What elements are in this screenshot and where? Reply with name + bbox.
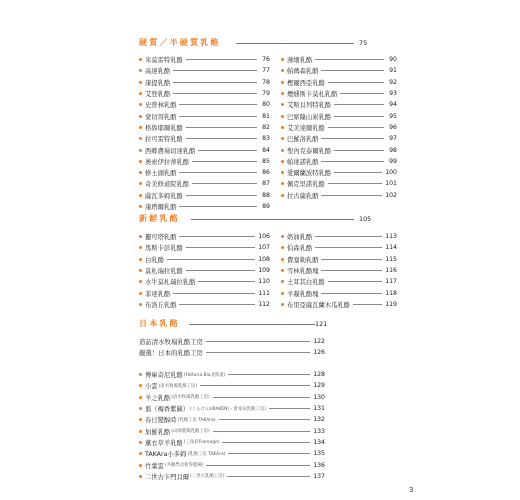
toc-column	[139, 54, 270, 212]
bullet-dot	[139, 137, 142, 140]
entry-title: 雪林乳酪塊	[287, 268, 319, 276]
entry-title: 康提乳酪	[145, 79, 171, 87]
toc-entry[interactable]	[139, 336, 325, 347]
toc-entry[interactable]	[281, 133, 397, 144]
bullet-dot	[139, 182, 142, 185]
entry-page-number: 89	[262, 203, 270, 210]
bullet-dot	[139, 69, 142, 72]
entry-title: 拉古薩乳酪	[287, 192, 319, 200]
toc-entry[interactable]	[139, 369, 325, 380]
toc-entry[interactable]	[281, 88, 397, 99]
bullet-dot	[281, 160, 284, 163]
toc-entry[interactable]	[139, 414, 325, 425]
bullet-dot	[281, 126, 284, 129]
toc-entry[interactable]	[139, 190, 270, 201]
toc-entry[interactable]	[281, 65, 397, 76]
entry-page-number: 102	[385, 191, 397, 199]
toc-entry[interactable]	[139, 392, 325, 403]
leader-line	[179, 304, 255, 305]
entry-source-note: (二世古乳酪工房)	[190, 474, 225, 480]
leader-line	[213, 397, 310, 398]
leader-line	[227, 476, 310, 477]
entry-title: 巴羅洛乳酪	[287, 136, 319, 144]
entry-page-number: 109	[258, 267, 270, 275]
entry-title: 翦（梅香紫蘇）	[145, 406, 190, 414]
bullet-dot	[139, 58, 142, 61]
bullet-dot	[139, 92, 142, 95]
bullet-dot	[139, 384, 142, 387]
entry-source-note: (山岡農場乳酪工房)	[171, 429, 210, 435]
entry-page-number: 130	[313, 393, 325, 401]
leader-line	[334, 116, 384, 117]
bullet-dot	[139, 396, 142, 399]
leader-line	[173, 293, 255, 294]
toc-entry[interactable]	[281, 144, 397, 155]
leader-line	[219, 419, 311, 420]
entry-title: 聖內克泰爾乳酪	[287, 147, 332, 155]
toc-entry[interactable]	[281, 299, 397, 310]
entry-title: TAKAra小多姆	[145, 451, 187, 459]
leader-line	[179, 104, 257, 105]
entry-title: 博庫奇尼乳酪	[145, 372, 183, 380]
toc-entry[interactable]	[281, 122, 397, 133]
bullet-dot	[139, 103, 142, 106]
leader-line	[236, 43, 354, 44]
entry-title: 馬斯卡彭乳酪	[145, 245, 183, 253]
section-heading	[139, 318, 339, 332]
bullet-dot	[139, 149, 142, 152]
entry-title: 高達乳酪	[145, 68, 171, 76]
leader-line	[186, 59, 257, 60]
bullet-dot	[281, 303, 284, 306]
bullet-dot	[281, 292, 284, 295]
entry-page-number: 96	[389, 123, 397, 131]
entry-page-number: 112	[258, 300, 270, 308]
entry-page-number: 97	[389, 135, 397, 143]
entry-page-number: 107	[258, 244, 270, 252]
leader-line	[198, 150, 257, 151]
toc-entry[interactable]	[139, 276, 270, 287]
entry-page-number: 79	[262, 90, 270, 98]
toc-entry[interactable]	[139, 167, 270, 178]
bullet-dot	[139, 269, 142, 272]
entry-page-number: 131	[313, 405, 325, 413]
entry-page-number: 83	[262, 135, 270, 143]
entry-page-number: 117	[385, 278, 397, 286]
leader-line	[328, 82, 384, 83]
toc-entry[interactable]	[139, 347, 325, 358]
entry-title: 白乳酪	[145, 256, 164, 264]
leader-line	[198, 281, 255, 282]
entry-title: 加羅乳酪	[145, 428, 171, 436]
bullet-dot	[281, 235, 284, 238]
section-title: 硬質／半硬質乳酪	[139, 38, 221, 47]
entry-page-number: 118	[385, 289, 397, 297]
toc-entry[interactable]	[139, 77, 270, 88]
entry-source-note: (共動學舍新得農場)	[164, 463, 204, 469]
leader-line	[186, 247, 255, 248]
toc-entry[interactable]	[139, 242, 270, 253]
toc-entry[interactable]	[281, 178, 397, 189]
entry-title: 愛爾蘭波特乳酪	[287, 170, 332, 178]
leader-line	[321, 161, 384, 162]
toc-entry[interactable]	[281, 156, 397, 167]
entry-source-note: (乳酪工房 TAKAra)	[187, 451, 226, 457]
leader-line	[191, 219, 354, 220]
toc-entry[interactable]	[281, 287, 397, 298]
entry-title: 奇美修道院乳酪	[145, 181, 190, 189]
toc-entry[interactable]	[139, 287, 270, 298]
entry-page-number: 137	[313, 472, 325, 480]
entry-title: 艾美達爾乳酪	[287, 124, 325, 132]
entry-page-number: 93	[389, 90, 397, 98]
leader-line	[340, 93, 384, 94]
toc-entry[interactable]	[139, 99, 270, 110]
entry-title: 薰衣草羊乳酪	[145, 439, 183, 447]
leader-line	[321, 293, 382, 294]
entry-page-number: 113	[385, 233, 397, 241]
bullet-dot	[139, 81, 142, 84]
entry-title: 修士頭乳酪	[145, 170, 177, 178]
entry-title: 造訪清水牧場乳酪工房	[139, 338, 203, 347]
entry-page-number: 128	[313, 371, 325, 379]
entry-source-note: (三角岩Fromage)	[183, 440, 220, 446]
leader-line	[228, 453, 310, 454]
entry-page-number: 129	[313, 382, 325, 390]
bullet-dot	[139, 246, 142, 249]
leader-line	[173, 70, 257, 71]
entry-page-number: 86	[262, 169, 270, 177]
entry-page-number: 76	[262, 56, 270, 64]
leader-line	[167, 259, 255, 260]
entry-page-number: 98	[389, 146, 397, 154]
toc-entry[interactable]	[139, 156, 270, 167]
leader-line	[206, 341, 310, 342]
entry-title: 莫札瑞拉乳酪	[145, 268, 183, 276]
entry-page-number: 99	[389, 157, 397, 165]
entry-page-number: 110	[258, 278, 270, 286]
bullet-dot	[139, 171, 142, 174]
toc-entry[interactable]	[139, 88, 270, 99]
section-heading	[139, 37, 368, 51]
leader-line	[192, 183, 257, 184]
leader-line	[321, 195, 382, 196]
leader-line	[179, 116, 257, 117]
bullet-dot	[281, 149, 284, 152]
leader-line	[228, 374, 310, 375]
entry-title: 土耳其白乳酪	[287, 279, 325, 287]
toc-entry[interactable]	[281, 276, 397, 287]
entry-page-number: 135	[313, 450, 325, 458]
entry-title: 布洛丘乳酪	[145, 301, 177, 309]
entry-title: 樫爾西亞乳酪	[287, 79, 325, 87]
entry-page-number: 133	[313, 427, 325, 435]
toc-entry[interactable]	[281, 265, 397, 276]
entry-page-number: 106	[258, 233, 270, 241]
toc-entry[interactable]	[281, 77, 397, 88]
toc-entry[interactable]	[281, 167, 397, 178]
toc-entry[interactable]	[139, 380, 325, 391]
entry-page-number: 119	[385, 300, 397, 308]
bullet-dot	[281, 182, 284, 185]
entry-title: 羊凝乳酪塊	[287, 290, 319, 298]
leader-line	[315, 247, 382, 248]
leader-line	[269, 408, 310, 409]
bullet-dot	[281, 246, 284, 249]
entry-page-number: 115	[385, 255, 397, 263]
bullet-dot	[281, 58, 284, 61]
leader-line	[206, 352, 310, 353]
leader-line	[179, 236, 255, 237]
entry-title: 帕達諾乳酪	[287, 158, 319, 166]
toc-entry[interactable]	[139, 201, 270, 212]
entry-title: 米莫雷特乳酪	[145, 57, 183, 65]
toc-entry[interactable]	[139, 459, 325, 470]
page-folio-number: 3	[409, 486, 414, 494]
leader-line	[334, 150, 384, 151]
toc-entry[interactable]	[139, 65, 270, 76]
bullet-dot	[281, 115, 284, 118]
toc-entry[interactable]	[139, 425, 325, 436]
toc-entry[interactable]	[281, 99, 397, 110]
entry-title: 史普林乳酪	[145, 102, 177, 110]
leader-line	[328, 281, 382, 282]
leader-line	[334, 104, 384, 105]
entry-page-number: 81	[262, 112, 270, 120]
section-title: 新鮮乳酪	[139, 214, 180, 223]
leader-line	[186, 138, 257, 139]
toc-entry[interactable]	[281, 242, 397, 253]
entry-page-number: 84	[262, 146, 270, 154]
toc-entry[interactable]	[281, 231, 397, 242]
toc-entry[interactable]	[139, 254, 270, 265]
bullet-dot	[139, 235, 142, 238]
leader-line	[186, 270, 255, 271]
section-page-number: 121	[315, 320, 328, 328]
leader-line	[328, 127, 384, 128]
entry-title: 奧索伊拉蒂乳酪	[145, 158, 190, 166]
toc-entry[interactable]	[139, 448, 325, 459]
toc-entry[interactable]	[139, 437, 325, 448]
bullet-dot	[139, 292, 142, 295]
entry-title: 菲達乳酪	[145, 290, 171, 298]
bullet-dot	[139, 115, 142, 118]
entry-title: 西鄉農場切達乳酪	[145, 147, 196, 155]
bullet-dot	[139, 441, 142, 444]
bullet-dot	[139, 407, 142, 410]
toc-entry[interactable]	[281, 190, 397, 201]
bullet-dot	[139, 373, 142, 376]
entry-page-number: 136	[313, 461, 325, 469]
entry-title: 竹葉雲	[145, 462, 164, 470]
toc-entry[interactable]	[281, 254, 397, 265]
entry-page-number: 122	[313, 338, 325, 346]
bullet-dot	[139, 194, 142, 197]
entry-page-number: 108	[258, 255, 270, 263]
entry-title: 薄細乳酪	[287, 57, 313, 65]
toc-entry[interactable]	[139, 110, 270, 121]
bullet-dot	[139, 160, 142, 163]
leader-line	[179, 172, 257, 173]
leader-line	[213, 431, 310, 432]
entry-page-number: 100	[385, 169, 397, 177]
bullet-dot	[139, 475, 142, 478]
toc-column	[281, 54, 397, 201]
toc-entry[interactable]	[281, 54, 397, 65]
leader-line	[200, 385, 310, 386]
toc-column	[139, 369, 325, 482]
leader-line	[189, 324, 315, 325]
bullet-dot	[281, 258, 284, 261]
entry-page-number: 90	[389, 56, 397, 64]
section-page-number: 105	[359, 215, 372, 223]
leader-line	[315, 59, 384, 60]
entry-page-number: 80	[262, 101, 270, 109]
entry-title: 春日變醇時	[145, 417, 177, 425]
entry-title: 蒙切哥乳酪	[145, 113, 177, 121]
entry-title: 帕瑪森乳酪	[287, 68, 319, 76]
bullet-dot	[281, 92, 284, 95]
toc-entry[interactable]	[139, 265, 270, 276]
entry-title: 嚴選！日本的乳酪工房	[139, 349, 203, 358]
entry-page-number: 134	[313, 438, 325, 446]
leader-line	[353, 304, 382, 305]
entry-page-number: 92	[389, 78, 397, 86]
entry-page-number: 126	[313, 349, 325, 357]
leader-line	[186, 127, 257, 128]
entry-page-number: 82	[262, 123, 270, 131]
bullet-dot	[281, 171, 284, 174]
leader-line	[321, 270, 382, 271]
bullet-dot	[281, 69, 284, 72]
leader-line	[173, 82, 257, 83]
entry-page-number: 95	[389, 112, 397, 120]
entry-title: 艾斯貝列特乳酪	[287, 102, 332, 110]
entry-title: 巴席隆山炭乳酪	[287, 113, 332, 121]
leader-line	[321, 259, 382, 260]
toc-entry[interactable]	[139, 403, 325, 414]
leader-line	[173, 93, 257, 94]
entry-title: 拉可雷特乳酪	[145, 136, 183, 144]
entry-page-number: 77	[262, 67, 270, 75]
bullet-dot	[139, 126, 142, 129]
entry-title: 康塔爾乳酪	[145, 204, 177, 211]
bullet-dot	[139, 280, 142, 283]
entry-title: 伯森乳酪	[287, 245, 313, 253]
section-title: 日本乳酪	[139, 319, 180, 328]
toc-entry[interactable]	[139, 144, 270, 155]
toc-entry[interactable]	[139, 231, 270, 242]
entry-source-note: (Fattoria Bio北海道)	[183, 372, 226, 378]
bullet-dot	[281, 280, 284, 283]
leader-line	[315, 236, 382, 237]
entry-title: 奶油乳酪	[287, 234, 313, 242]
section-page-number: 75	[359, 39, 368, 47]
toc-entry[interactable]	[139, 122, 270, 133]
leader-line	[192, 161, 257, 162]
toc-entry[interactable]	[139, 178, 270, 189]
bullet-dot	[281, 269, 284, 272]
leader-line	[206, 465, 310, 466]
leader-line	[321, 138, 384, 139]
bullet-dot	[281, 194, 284, 197]
bullet-dot	[139, 430, 142, 433]
entry-title: 佩克里諾乳酪	[287, 181, 325, 189]
leader-line	[334, 172, 382, 173]
bullet-dot	[139, 205, 142, 208]
leader-line	[179, 206, 257, 207]
entry-page-number: 91	[389, 67, 397, 75]
entry-title: 費塞勒乳酪	[287, 256, 319, 264]
toc-entry[interactable]	[281, 110, 397, 121]
bullet-dot	[139, 303, 142, 306]
bullet-dot	[139, 258, 142, 261]
bullet-dot	[281, 103, 284, 106]
entry-title: 二世古卡門貝爾	[145, 473, 190, 481]
leader-line	[186, 195, 257, 196]
leader-line	[222, 442, 310, 443]
entry-page-number: 114	[385, 244, 397, 252]
toc-column	[139, 231, 270, 310]
entry-page-number: 94	[389, 101, 397, 109]
entry-title: 麗可塔乳酪	[145, 234, 177, 242]
entry-title: 水牛莫札瑞拉乳酪	[145, 279, 196, 287]
toc-entry[interactable]	[139, 133, 270, 144]
entry-title: 布里亞薩瓦蘭木瓜乳酪	[287, 301, 350, 309]
entry-source-note: (くらけんURAKEN)・倉本田乳酪工房)	[190, 406, 266, 412]
entry-source-note: (清水牧場乳酪工房)	[158, 383, 198, 389]
entry-page-number: 116	[385, 267, 397, 275]
entry-source-note: (清水牧場乳酪工房)	[171, 395, 210, 401]
entry-page-number: 101	[385, 180, 397, 188]
bullet-dot	[139, 452, 142, 455]
entry-page-number: 78	[262, 78, 270, 86]
toc-column	[281, 231, 397, 310]
entry-title: 煙燻斯卡莫札乳酪	[287, 91, 338, 99]
entry-title: 羊之乳酪	[145, 394, 171, 402]
entry-title: 格魯耶爾乳酪	[145, 124, 183, 132]
bullet-dot	[139, 418, 142, 421]
section-heading	[139, 213, 372, 227]
toc-column	[139, 336, 325, 359]
leader-line	[328, 183, 382, 184]
entry-page-number: 88	[262, 191, 270, 199]
leader-line	[321, 70, 384, 71]
entry-page-number: 87	[262, 180, 270, 188]
entry-page-number: 132	[313, 416, 325, 424]
toc-entry[interactable]	[139, 299, 270, 310]
bullet-dot	[281, 137, 284, 140]
bullet-dot	[139, 464, 142, 467]
toc-entry[interactable]	[139, 54, 270, 65]
entry-title: 薩瓦多姆乳酪	[145, 192, 183, 200]
entry-source-note: (乳酪工房 TAKAra)	[177, 417, 216, 423]
entry-title: 艾登乳酪	[145, 91, 171, 99]
entry-page-number: 85	[262, 157, 270, 165]
toc-entry[interactable]	[139, 471, 325, 482]
entry-title: 小雲	[145, 383, 158, 391]
bullet-dot	[281, 81, 284, 84]
entry-page-number: 111	[258, 289, 270, 297]
